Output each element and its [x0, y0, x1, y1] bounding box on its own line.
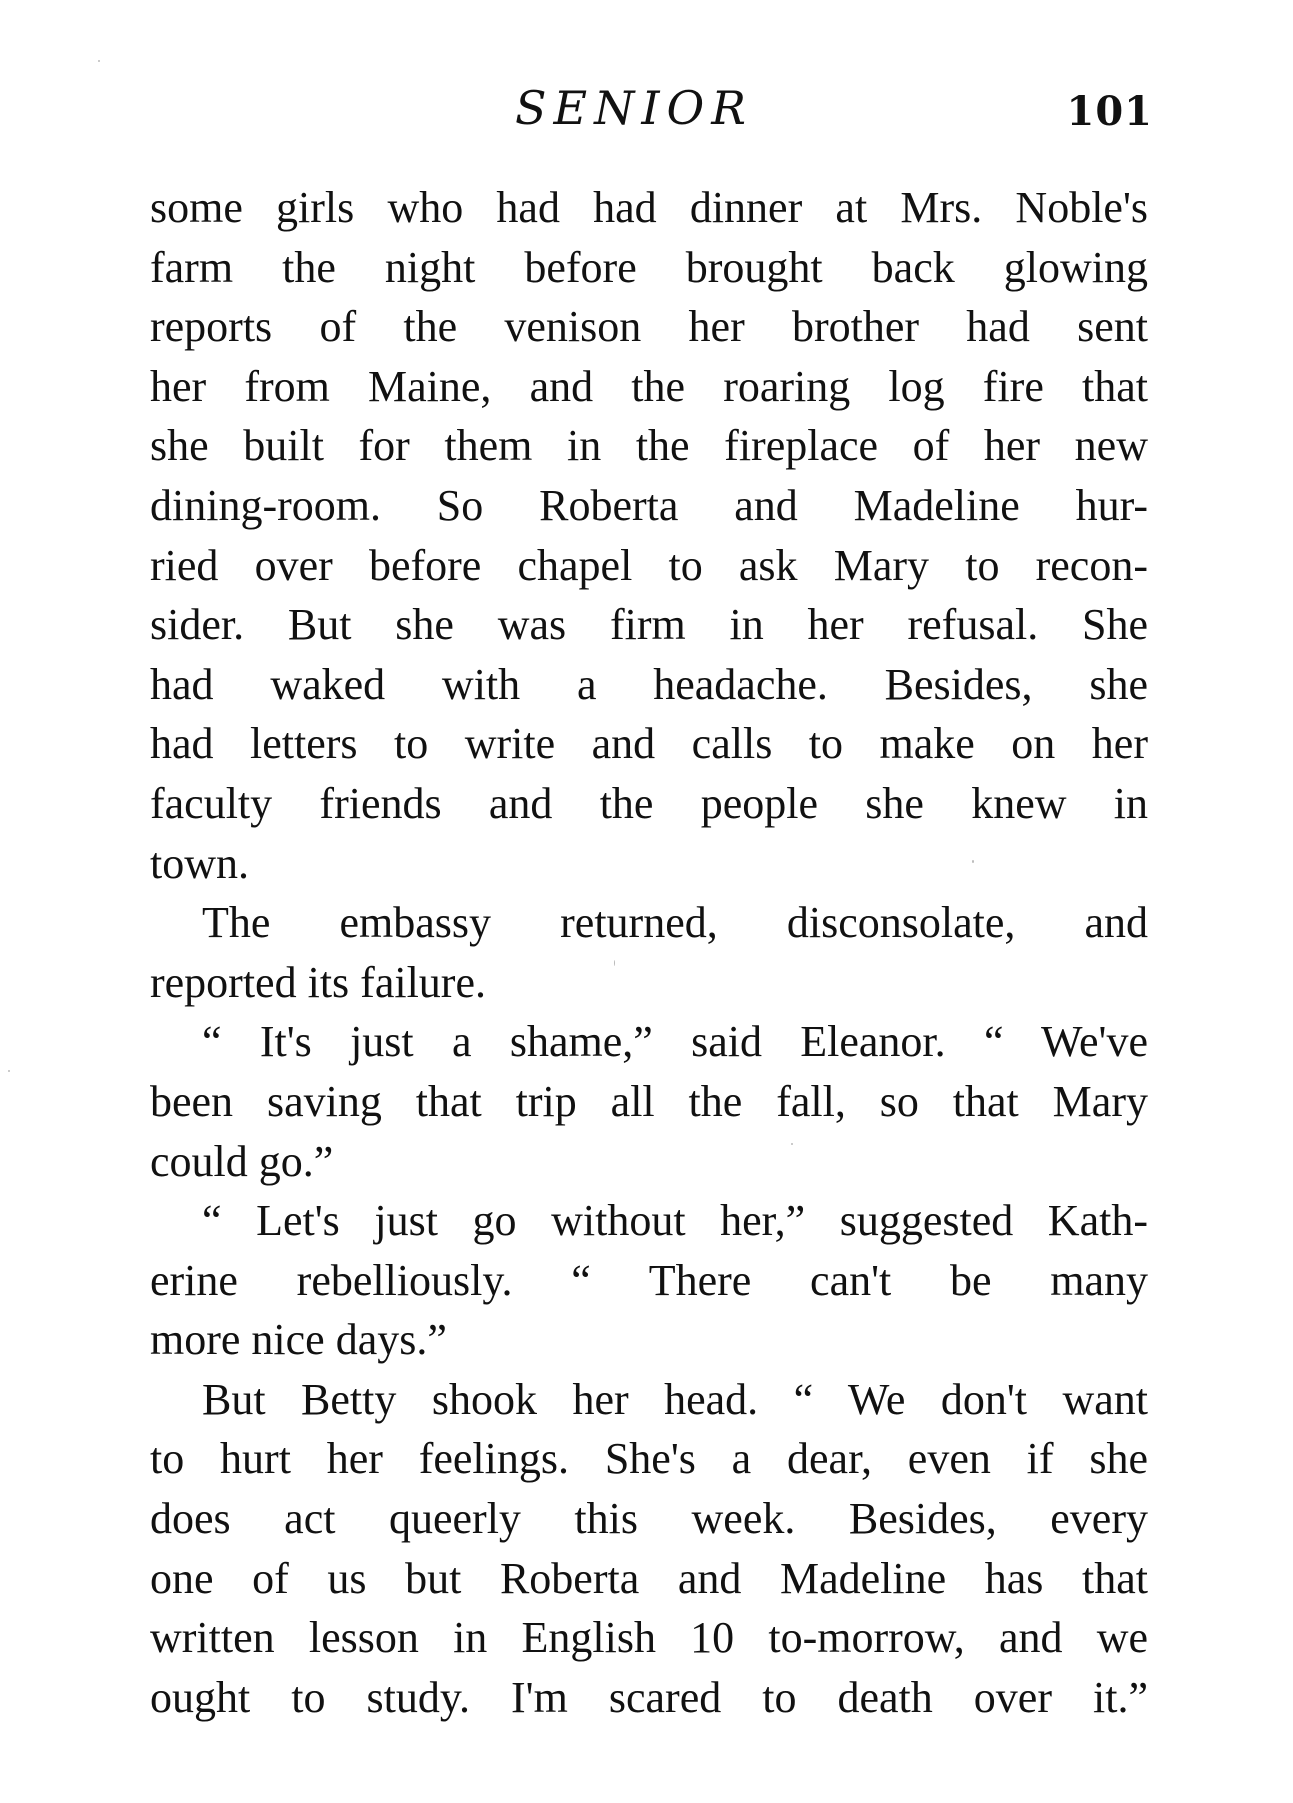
text-line: to hurt her feelings. She's a dear, even if she	[150, 1434, 1148, 1484]
paragraph-first-line: “ Let's just go without her,” suggested Kath-	[202, 1196, 1148, 1246]
running-head-title: SENIOR	[515, 81, 753, 135]
text-line: reported its failure.	[150, 957, 486, 1007]
text-line: she built for them in the fireplace of her new	[150, 421, 1148, 471]
text-line: some girls who had had dinner at Mrs. Noble's	[150, 183, 1148, 232]
text-line: farm the night before brought back glowing	[150, 242, 1148, 292]
text-line: written lesson in English 10 to-morrow, and we	[150, 1613, 1148, 1663]
paper-speck	[8, 1070, 10, 1072]
text-line: sider. But she was firm in her refusal. She	[150, 600, 1148, 650]
text-line: one of us but Roberta and Madeline has that	[150, 1553, 1148, 1603]
text-line: dining-room. So Roberta and Madeline hur-	[150, 480, 1148, 530]
paragraph-first-line: The embassy returned, disconsolate, and	[202, 898, 1148, 948]
text-line: had letters to write and calls to make on her	[150, 719, 1148, 769]
text-line: erine rebelliously. “ There can't be many	[150, 1255, 1148, 1305]
text-line: does act queerly this week. Besides, every	[150, 1494, 1148, 1544]
text-line: could go.”	[150, 1136, 334, 1186]
text-line: reports of the venison her brother had sent	[150, 302, 1148, 352]
running-head	[0, 78, 1293, 138]
text-line: town.	[150, 838, 249, 888]
paragraph-first-line: But Betty shook her head. “ We don't want	[202, 1374, 1148, 1424]
text-line: ried over before chapel to ask Mary to recon-	[150, 540, 1148, 590]
text-line: ought to study. I'm scared to death over it.”	[150, 1672, 1148, 1722]
page-number: 101	[1066, 88, 1153, 135]
paper-speck	[98, 60, 100, 62]
text-line: faculty friends and the people she knew in	[150, 778, 1148, 828]
paragraph-first-line: “ It's just a shame,” said Eleanor. “ We've	[202, 1017, 1148, 1067]
text-line: more nice days.”	[150, 1315, 447, 1365]
text-line: her from Maine, and the roaring log fire that	[150, 361, 1148, 411]
body-text	[150, 178, 1148, 1727]
text-line: been saving that trip all the fall, so that Mary	[150, 1076, 1148, 1126]
paper-speck	[972, 860, 974, 863]
text-line: had waked with a headache. Besides, she	[150, 659, 1148, 709]
paper-speck	[614, 960, 615, 966]
paper-speck	[791, 1143, 793, 1145]
